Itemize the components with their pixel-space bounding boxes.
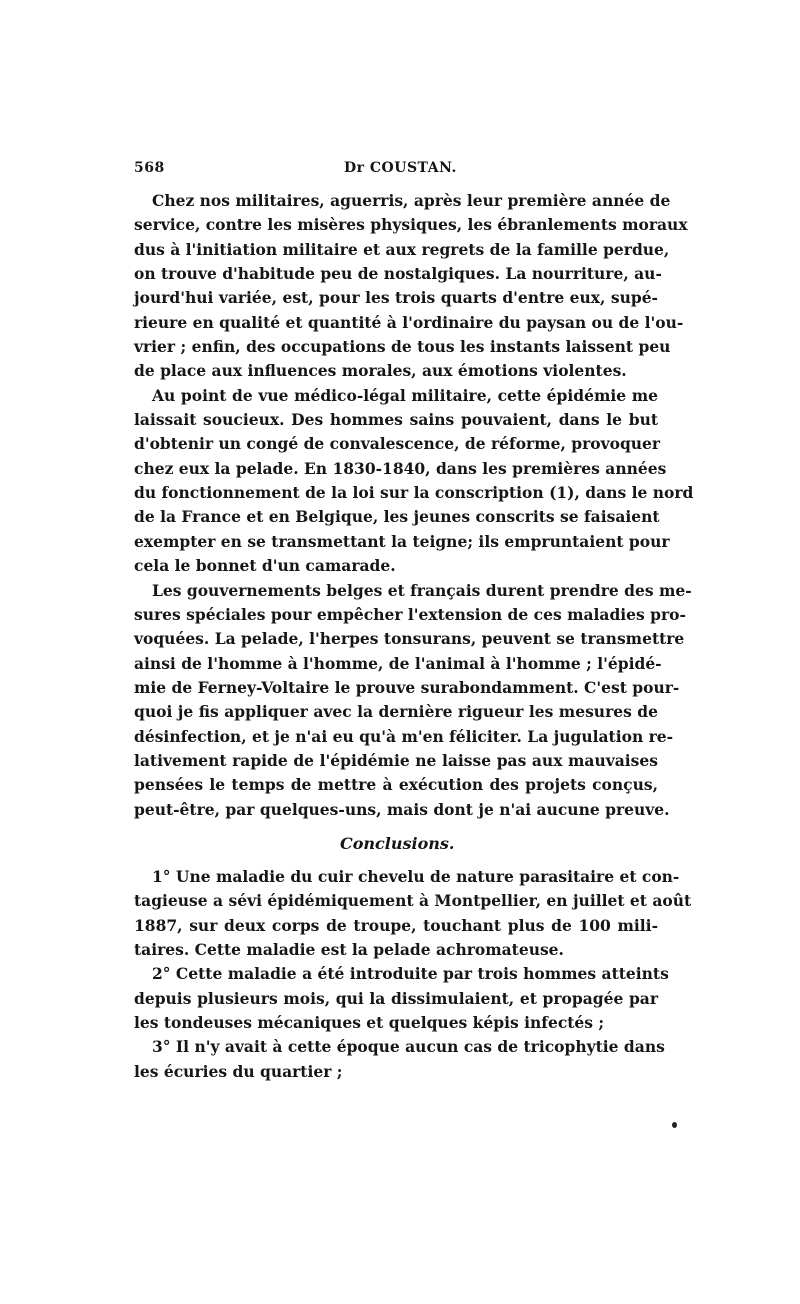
running-head (134, 160, 658, 184)
page-number: 568 (134, 160, 165, 176)
text-line: jourd'hui variée, est, pour les trois quarts d'entre eux, supé- (134, 288, 658, 308)
paragraph (134, 189, 688, 384)
text-line: exempter en se transmettant la teigne; ils empruntaient pour (134, 531, 670, 551)
text-line: d'obtenir un congé de convalescence, de réforme, provoquer (134, 434, 661, 454)
text-line: lativement rapide de l'épidémie ne laisse pas aux mauvaises (134, 750, 658, 770)
conclusion-item (134, 962, 669, 1035)
text-line: Au point de vue médico-légal militaire, cette épidémie me (152, 385, 658, 405)
section-heading: Conclusions. (340, 833, 455, 853)
text-line: désinfection, et je n'ai eu qu'à m'en féliciter. La jugulation re- (134, 726, 674, 746)
text-line: rieure en qualité et quantité à l'ordinaire du paysan ou de l'ou- (134, 312, 684, 332)
text-line: 1° Une maladie du cuir chevelu de nature parasitaire et con- (152, 866, 680, 886)
text-line: 1887, sur deux corps de troupe, touchant plus de 100 mili- (134, 915, 658, 935)
text-line: service, contre les misères physiques, les ébranlements moraux (134, 215, 688, 235)
text-line: 2° Cette maladie a été introduite par trois hommes atteints (152, 964, 669, 984)
text-line: dus à l'initiation militaire et aux regrets de la famille perdue, (134, 239, 670, 259)
text-line: quoi je fis appliquer avec la dernière rigueur les mesures de (134, 702, 658, 722)
paragraph (134, 579, 692, 822)
text-line: cela le bonnet d'un camarade. (134, 556, 396, 576)
text-line: chez eux la pelade. En 1830-1840, dans les premières années (134, 458, 667, 478)
text-line: taires. Cette maladie est la pelade achromateuse. (134, 939, 564, 959)
conclusion-item (134, 1035, 665, 1084)
text-line: Chez nos militaires, aguerris, après leur première année de (152, 191, 671, 210)
text-line: du fonctionnement de la loi sur la conscription (1), dans le nord (134, 483, 694, 503)
conclusion-item (134, 865, 692, 962)
text-line: de place aux influences morales, aux émotions violentes. (134, 361, 627, 381)
text-line: 3° Il n'y avait à cette époque aucun cas de tricophytie dans (152, 1037, 665, 1057)
body-text (134, 189, 694, 1084)
text-line: peut-être, par quelques-uns, mais dont je n'ai aucune preuve. (134, 799, 670, 819)
text-line: laissait soucieux. Des hommes sains pouvaient, dans le but (134, 410, 658, 430)
text-line: sures spéciales pour empêcher l'extension de ces maladies pro- (134, 604, 686, 624)
text-line: de la France et en Belgique, les jeunes conscrits se faisaient (134, 507, 660, 527)
running-title: Dr COUSTAN. (344, 160, 457, 176)
text-line: mie de Ferney-Voltaire le prouve surabondamment. C'est pour- (134, 677, 680, 697)
text-line: les tondeuses mécaniques et quelques képis infectés ; (134, 1013, 605, 1032)
text-line: on trouve d'habitude peu de nostalgiques. La nourriture, au- (134, 264, 662, 284)
text-line: pensées le temps de mettre à exécution des projets conçus, (134, 775, 658, 795)
text-line: Les gouvernements belges et français durent prendre des me- (152, 580, 692, 600)
ink-spot-mark (672, 1122, 677, 1128)
text-line: depuis plusieurs mois, qui la dissimulaient, et propagée par (134, 988, 658, 1008)
text-line: vrier ; enfin, des occupations de tous les instants laissent peu (134, 337, 671, 357)
text-line: tagieuse a sévi épidémiquement à Montpellier, en juillet et août (134, 891, 692, 911)
paragraph (134, 384, 694, 579)
text-line: les écuries du quartier ; (134, 1061, 343, 1081)
text-line: voquées. La pelade, l'herpes tonsurans, peuvent se transmettre (134, 629, 685, 649)
text-line: ainsi de l'homme à l'homme, de l'animal à l'homme ; l'épidé- (134, 653, 662, 673)
